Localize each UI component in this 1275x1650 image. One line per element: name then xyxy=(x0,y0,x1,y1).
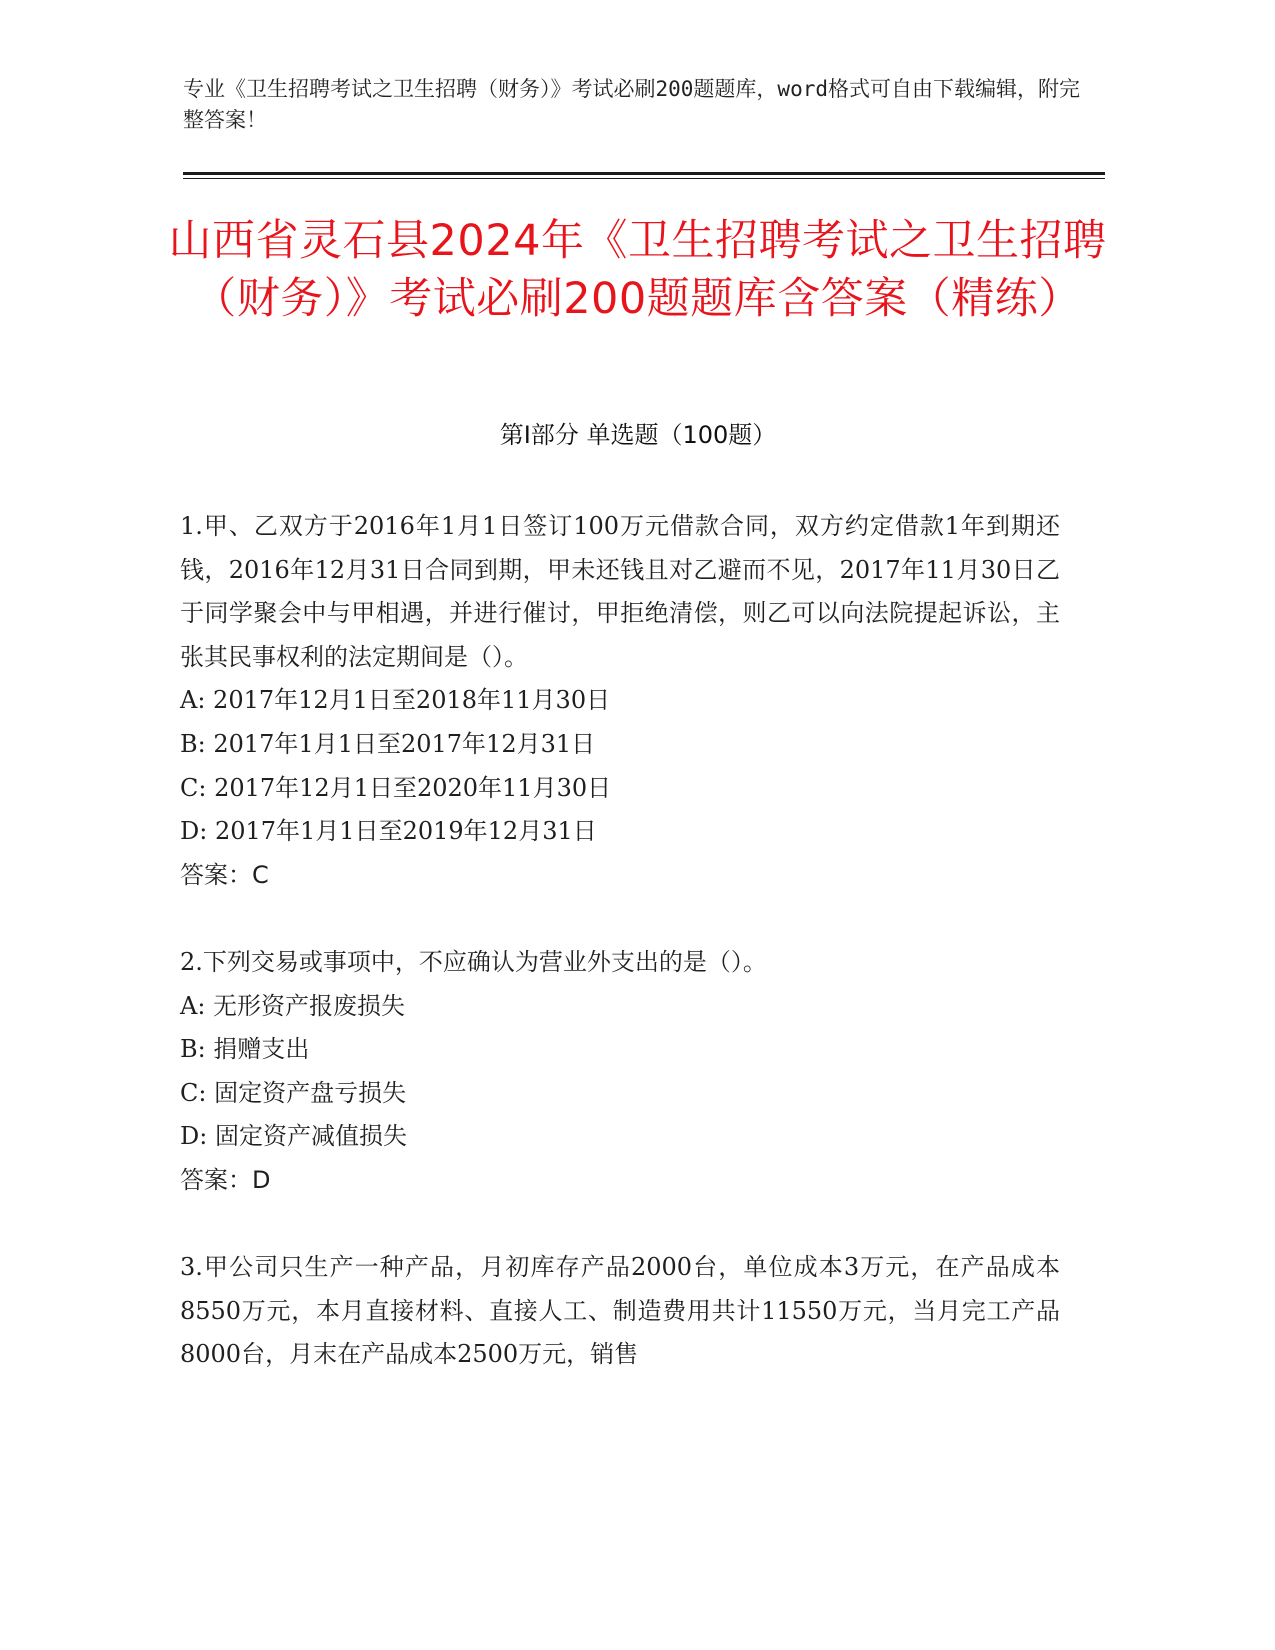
question-stem: 3.甲公司只生产一种产品，月初库存产品2000台，单位成本3万元，在产品成本8550万元，本月直接材料、直接人工、制造费用共计11550万元，当月完工产品8000台，月末在产品成本2500万元，销售 xyxy=(180,1253,1060,1369)
option-b: B: 2017年1月1日至2017年12月31日 xyxy=(180,729,596,758)
option-a: A: 2017年12月1日至2018年11月30日 xyxy=(180,686,611,715)
section-heading: 第Ⅰ部分 单选题（100题） xyxy=(499,421,777,449)
question-3 xyxy=(180,1246,1060,1377)
question-stem: 2.下列交易或事项中，不应确认为营业外支出的是（）。 xyxy=(180,947,767,976)
header-divider-thin xyxy=(183,178,1105,179)
document-title: 山西省灵石县2024年《卫生招聘考试之卫生招聘（财务）》考试必刷200题题库含答案（精练） xyxy=(168,216,1107,324)
answer-line: 答案：C xyxy=(180,860,269,889)
header-note: 专业《卫生招聘考试之卫生招聘（财务）》考试必刷200题题库，word格式可自由下载编辑，附完整答案！ xyxy=(183,77,1080,132)
question-stem: 1.甲、乙双方于2016年1月1日签订100万元借款合同，双方约定借款1年到期还钱，2016年12月31日合同到期，甲未还钱且对乙避而不见，2017年11月30日乙于同学聚会中与甲相遇，并进行催讨，甲拒绝清偿，则乙可以向法院提起诉讼，主张其民事权利的法定期间是（）。 xyxy=(180,512,1060,671)
option-c: C: 固定资产盘亏损失 xyxy=(180,1078,407,1107)
option-b: B: 捐赠支出 xyxy=(180,1035,310,1064)
question-1 xyxy=(180,505,1060,897)
question-list xyxy=(180,505,1060,1420)
answer-line: 答案：D xyxy=(180,1165,271,1194)
option-d: D: 固定资产减值损失 xyxy=(180,1122,407,1151)
option-a: A: 无形资产报废损失 xyxy=(180,991,406,1020)
option-c: C: 2017年12月1日至2020年11月30日 xyxy=(180,773,612,802)
option-d: D: 2017年1月1日至2019年12月31日 xyxy=(180,817,597,846)
question-2 xyxy=(180,941,1060,1203)
header-divider-thick xyxy=(183,172,1105,175)
